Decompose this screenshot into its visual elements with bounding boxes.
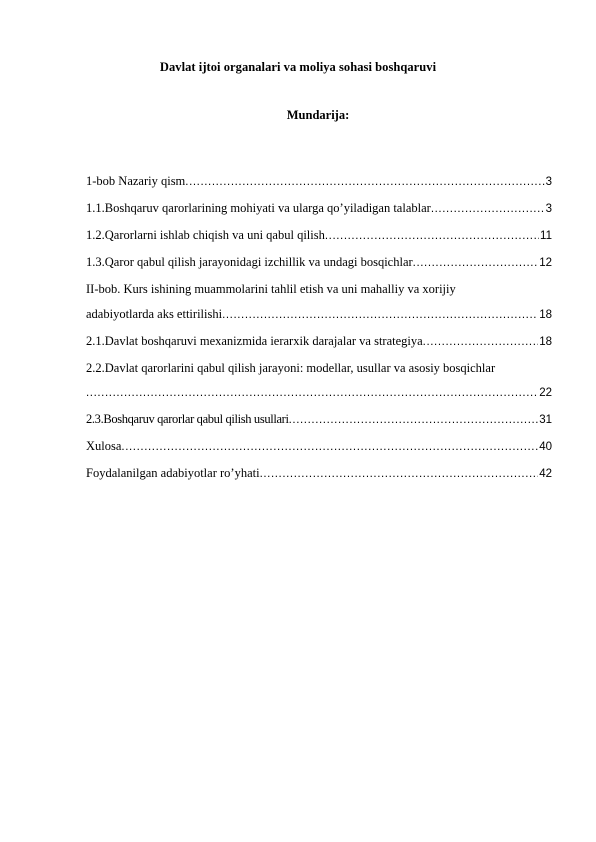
toc-dot-leader — [185, 173, 544, 192]
toc-dot-leader — [289, 411, 539, 430]
toc-entry-title: 2.3.Boshqaruv qarorlar qabul qilish usullari — [86, 412, 289, 426]
toc-heading: Mundarija: — [286, 108, 350, 122]
toc-dot-leader — [222, 306, 538, 325]
toc-entry[interactable] — [86, 199, 552, 219]
toc-entry-title-line1: II-bob. Kurs ishining muammolarini tahlil etish va uni mahalliy va xorijiy — [86, 282, 456, 296]
document-title: Davlat ijtoi organalari va moliya sohasi boshqaruvi — [159, 60, 437, 74]
toc-page-number: 11 — [540, 230, 552, 242]
toc-dot-leader — [325, 227, 539, 246]
toc-page-number: 3 — [545, 176, 552, 188]
toc-entry[interactable] — [86, 172, 552, 192]
toc-page-number: 40 — [539, 441, 552, 453]
toc-page-number: 18 — [539, 336, 552, 348]
toc-entry[interactable] — [86, 253, 552, 273]
toc-page-number: 42 — [539, 468, 552, 480]
toc-entry-title: 2.1.Davlat boshqaruvi mexanizmida ierarxik darajalar va strategiya — [86, 334, 423, 348]
toc-dot-leader — [260, 465, 539, 484]
toc-page-number: 3 — [545, 203, 552, 215]
toc-entry[interactable] — [86, 410, 552, 430]
toc-entry-title: Xulosa — [86, 439, 122, 453]
toc-dot-leader — [413, 254, 539, 273]
toc-entry-title-line1: 2.2.Davlat qarorlarini qabul qilish jarayoni: modellar, usullar va asosiy bosqichlar — [86, 361, 496, 375]
toc-entry[interactable] — [86, 280, 552, 325]
toc-dot-leader — [423, 333, 539, 352]
toc-entry-title: 1.3.Qaror qabul qilish jarayonidagi izchillik va undagi bosqichlar — [86, 255, 413, 269]
toc-page-number: 12 — [539, 257, 552, 269]
toc-entry-title: 1.2.Qarorlarni ishlab chiqish va uni qabul qilish — [86, 228, 325, 242]
table-of-contents — [86, 172, 552, 491]
toc-entry-title: 1.1.Boshqaruv qarorlarining mohiyati va ularga qo’yiladigan talablar — [86, 201, 431, 215]
toc-entry[interactable] — [86, 464, 552, 484]
toc-entry-title: 1-bob Nazariy qism — [86, 174, 186, 188]
toc-entry[interactable] — [86, 226, 552, 246]
toc-entry-title: adabiyotlarda aks ettirilishi — [86, 307, 223, 321]
toc-entry[interactable] — [86, 437, 552, 457]
toc-page-number: 18 — [539, 309, 552, 321]
toc-page-number: 31 — [539, 414, 552, 426]
toc-dot-leader — [86, 384, 538, 403]
toc-dot-leader — [431, 200, 545, 219]
toc-page-number: 22 — [539, 387, 552, 399]
toc-entry[interactable] — [86, 332, 552, 352]
toc-entry[interactable] — [86, 359, 552, 403]
toc-entry-title: Foydalanilgan adabiyotlar ro’yhati — [86, 466, 260, 480]
toc-dot-leader — [121, 438, 538, 457]
